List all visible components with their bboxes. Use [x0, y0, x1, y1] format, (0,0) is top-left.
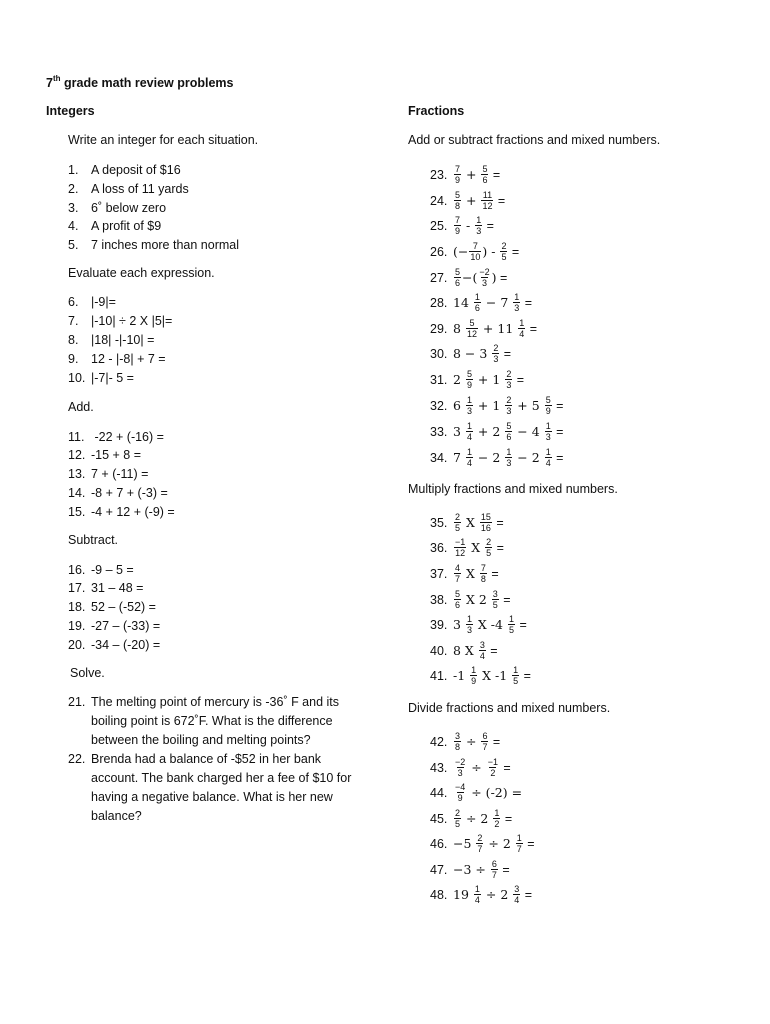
fraction [545, 447, 552, 468]
numerator: 2 [486, 537, 492, 548]
numerator: 1 [466, 447, 472, 458]
problem-number: 43. [430, 761, 448, 775]
denominator: 9 [457, 793, 463, 804]
numerator: 1 [474, 292, 480, 303]
list-item: 8. |18| -|-10| = [68, 333, 155, 347]
numerator: 5 [466, 369, 472, 380]
problem-number: 32. [430, 399, 448, 413]
denominator: 5 [501, 252, 507, 263]
fraction-problem: 43. $\frac{-2}{3}$ ÷ $\frac{-1}{2}$ = [430, 757, 511, 779]
denominator: 3 [493, 354, 499, 365]
numerator: 5 [506, 421, 512, 432]
numerator: 1 [466, 614, 472, 625]
denominator: 8 [455, 201, 461, 212]
numerator: 1 [519, 318, 525, 329]
numerator: 1 [513, 665, 519, 676]
fraction [469, 241, 481, 262]
denominator: 4 [479, 651, 485, 662]
numerator: −2 [479, 267, 490, 278]
numerator: 2 [455, 808, 461, 819]
denominator: 10 [470, 252, 481, 263]
list-item: 20. -34 – (-20) = [68, 638, 161, 652]
fraction [476, 833, 483, 854]
list-item: 14. -8 + 7 + (-3) = [68, 486, 168, 500]
numerator: 6 [491, 859, 497, 870]
numerator: 7 [472, 241, 478, 252]
fraction [500, 241, 507, 262]
list-item: 7. |-10| ÷ 2 X |5|= [68, 314, 173, 328]
denominator: 3 [545, 432, 551, 443]
fraction [466, 318, 478, 339]
problem-number: 42. [430, 735, 448, 749]
problem-number: 29. [430, 322, 448, 336]
list-item: 12. -15 + 8 = [68, 448, 142, 462]
denominator: 3 [506, 458, 512, 469]
denominator: 4 [466, 458, 472, 469]
list-item: 16. -9 – 5 = [68, 563, 134, 577]
numerator: 1 [508, 614, 514, 625]
fraction [518, 318, 525, 339]
numerator: 5 [455, 589, 461, 600]
numerator: 3 [492, 589, 498, 600]
fraction-problem: 26. (− $\frac{7}{10}$ ) - $\frac{2}{5}$ = [430, 241, 520, 263]
problem-number: 28. [430, 296, 448, 310]
numerator: 1 [545, 447, 551, 458]
fraction [487, 757, 499, 778]
fraction [454, 808, 461, 829]
problem-number: 23. [430, 168, 448, 182]
fraction-problem: 28. 14 $\frac{1}{6}$ − 7 $\frac{1}{3}$ = [430, 292, 533, 314]
fraction [466, 447, 473, 468]
fraction-problem: 39. 3 $\frac{1}{3}$ X -4 $\frac{1}{5}$ = [430, 614, 527, 636]
fraction [516, 833, 523, 854]
numerator: 3 [514, 884, 520, 895]
denominator: 6 [455, 278, 461, 289]
denominator: 3 [476, 226, 482, 237]
denominator: 8 [480, 574, 486, 585]
fraction-problem: 30. 8 − 3 $\frac{2}{3}$ = [430, 343, 512, 365]
fraction [512, 665, 519, 686]
fraction [505, 421, 512, 442]
denominator: 3 [506, 406, 512, 417]
fraction [493, 808, 500, 829]
denominator: 3 [482, 278, 488, 289]
numerator: −2 [455, 757, 466, 768]
fraction-problem: 42. $\frac{3}{8}$ ÷ $\frac{6}{7}$ = [430, 731, 501, 753]
denominator: 5 [455, 819, 461, 830]
list-item: 3. 6˚ below zero [68, 201, 167, 215]
fraction-problem: 23. $\frac{7}{9}$ + $\frac{5}{6}$ = [430, 164, 501, 186]
fraction [454, 731, 461, 752]
fraction [470, 665, 477, 686]
problem-number: 34. [430, 451, 448, 465]
denominator: 6 [506, 432, 512, 443]
page-title [46, 75, 234, 90]
denominator: 3 [514, 303, 520, 314]
problem-number: 26. [430, 245, 448, 259]
problem-number: 24. [430, 194, 448, 208]
problem-number: 47. [430, 863, 448, 877]
fraction [513, 292, 520, 313]
fraction [481, 190, 493, 211]
fraction-problem: 34. 7 $\frac{1}{4}$ − 2 $\frac{1}{3}$ − 2 $\frac{1}{4}$ = [430, 447, 564, 469]
denominator: 4 [519, 329, 525, 340]
problem-number: 31. [430, 373, 448, 387]
subtract-instruction: Subtract. [68, 533, 119, 547]
numerator: 3 [455, 731, 461, 742]
denominator: 3 [457, 768, 463, 779]
title-text: grade math review problems [60, 76, 234, 91]
fraction [505, 447, 512, 468]
fraction [513, 884, 520, 905]
numerator: −4 [455, 782, 466, 793]
fraction [485, 537, 492, 558]
denominator: 6 [455, 600, 461, 611]
numerator: 6 [482, 731, 488, 742]
numerator: 1 [471, 665, 477, 676]
fraction [480, 512, 492, 533]
numerator: 3 [479, 640, 485, 651]
numerator: 4 [455, 563, 461, 574]
integers-heading: Integers [46, 104, 95, 118]
denominator: 3 [466, 406, 472, 417]
problem-number: 41. [430, 669, 448, 683]
fraction-problem: 35. $\frac{2}{5}$ X $\frac{15}{16}$ = [430, 512, 504, 534]
denominator: 5 [492, 600, 498, 611]
fraction [492, 343, 499, 364]
fraction [454, 782, 466, 803]
multiply-fractions-instruction: Multiply fractions and mixed numbers. [408, 482, 618, 496]
list-item: 15. -4 + 12 + (-9) = [68, 505, 175, 519]
numerator: 2 [477, 833, 483, 844]
fraction [474, 884, 481, 905]
list-item: 9. 12 - |-8| + 7 = [68, 352, 166, 366]
denominator: 5 [486, 548, 492, 559]
denominator: 12 [482, 201, 493, 212]
fraction [545, 421, 552, 442]
list-item: 1. A deposit of $16 [68, 163, 181, 177]
fraction-problem: 31. 2 $\frac{5}{9}$ + 1 $\frac{2}{3}$ = [430, 369, 525, 391]
list-item: 19. -27 – (-33) = [68, 619, 161, 633]
numerator: 1 [506, 447, 512, 458]
fraction [508, 614, 515, 635]
list-item: 18. 52 – (-52) = [68, 600, 156, 614]
numerator: 2 [493, 343, 499, 354]
numerator: 5 [545, 395, 551, 406]
denominator: 8 [455, 742, 461, 753]
fraction-problem: 44. $\frac{-4}{9}$ ÷ (-2) = [430, 782, 523, 804]
numerator: 1 [476, 215, 482, 226]
fraction [466, 614, 473, 635]
numerator: 2 [455, 512, 461, 523]
fraction [466, 369, 473, 390]
fraction-problem: 38. $\frac{5}{6}$ X 2 $\frac{3}{5}$ = [430, 589, 511, 611]
fractions-heading: Fractions [408, 104, 465, 118]
fraction [481, 164, 488, 185]
fraction-problem: 46. −5 $\frac{2}{7}$ ÷ 2 $\frac{1}{7}$ = [430, 833, 535, 855]
fraction [454, 164, 461, 185]
problem-number: 48. [430, 888, 448, 902]
fraction [475, 215, 482, 236]
fraction [454, 757, 466, 778]
denominator: 9 [545, 406, 551, 417]
fraction [545, 395, 552, 416]
problem-number: 40. [430, 644, 448, 658]
fraction [454, 267, 461, 288]
fraction [454, 563, 461, 584]
list-item: 5. 7 inches more than normal [68, 238, 239, 252]
fraction [479, 640, 486, 661]
denominator: 3 [506, 380, 512, 391]
denominator: 4 [466, 432, 472, 443]
numerator: 5 [455, 190, 461, 201]
fraction-problem: 40. 8 X $\frac{3}{4}$ = [430, 640, 498, 662]
fraction [480, 563, 487, 584]
list-item: 2. A loss of 11 yards [68, 182, 189, 196]
denominator: 6 [482, 175, 488, 186]
numerator: 2 [501, 241, 507, 252]
fraction-problem: 29. 8 $\frac{5}{12}$ + 11 $\frac{1}{4}$ = [430, 318, 538, 340]
fraction-problem: 32. 6 $\frac{1}{3}$ + 1 $\frac{2}{3}$ + 5 $\frac{5}{9}$ = [430, 395, 564, 417]
denominator: 7 [477, 844, 483, 855]
numerator: 5 [469, 318, 475, 329]
numerator: 7 [480, 563, 486, 574]
evaluate-instruction: Evaluate each expression. [68, 266, 215, 280]
denominator: 12 [466, 329, 477, 340]
fraction-problem: 36. $\frac{-1}{12}$ X $\frac{2}{5}$ = [430, 537, 504, 559]
numerator: 7 [455, 164, 461, 175]
numerator: 2 [506, 369, 512, 380]
fraction-problem: 48. 19 $\frac{1}{4}$ ÷ 2 $\frac{3}{4}$ = [430, 884, 533, 906]
fraction-problem: 27. $\frac{5}{6}$ −( $\frac{-2}{3}$ ) = [430, 267, 508, 289]
numerator: 2 [506, 395, 512, 406]
denominator: 6 [474, 303, 480, 314]
problem-number: 46. [430, 837, 448, 851]
problem-number: 33. [430, 425, 448, 439]
list-item: 17. 31 – 48 = [68, 581, 144, 595]
denominator: 16 [480, 523, 491, 534]
denominator: 2 [490, 768, 496, 779]
denominator: 9 [455, 226, 461, 237]
solve-instruction: Solve. [70, 666, 105, 680]
list-item: 10. |-7|- 5 = [68, 371, 134, 385]
problem-number: 25. [430, 219, 448, 233]
write-instruction: Write an integer for each situation. [68, 133, 259, 147]
numerator: 1 [514, 292, 520, 303]
fraction [454, 215, 461, 236]
fraction [478, 267, 490, 288]
numerator: 7 [455, 215, 461, 226]
denominator: 5 [455, 523, 461, 534]
problem-number: 30. [430, 347, 448, 361]
denominator: 7 [482, 742, 488, 753]
problem-number: 45. [430, 812, 448, 826]
fraction [466, 421, 473, 442]
fraction-problem: 37. $\frac{4}{7}$ X $\frac{7}{8}$ = [430, 563, 499, 585]
worksheet-page: 7th grade math review problems Integers Write an integer for each situation. 1. A deposit of $16 2. A loss of 11 yards 3. 6˚ below zero 4. A profit of $9 5. 7 inches more than normal Evaluate each expression. 6. |-9|= 7. |-10| ÷ 2 X |5|= 8. |18| -|-10| = 9. 12 - |-8| + 7 = 10. |-7|- 5 = Add. 11. -22 + (-16) = 12. -15 + 8 = 13. 7 + (-11) = 14. -8 + 7 + (-3) = 15. -4 + 12 + (-9) = Subtract. 16. -9 – 5 = 17. 31 – 48 = 18. 52 – (-52) = 19. -27 – (-33) = 20. -34 – (-20) = Solve. 21. The melting point of mercury is -36˚ F and its boiling point is 672˚F. What is the difference between the boiling and melting points? 22. Brenda had a balance of -$52 in her bank account. The bank charged her a fee of $10 for having a negative balance. What is her new balance? Fractions Add or subtract fractions and mixed numbers. 23. $\frac{7}{9}$ + $\frac{5}{6}$ = 24. $\frac{5}{8}$ + $\frac{11}{12}$ = 25. $\frac{7}{9}$ - $\frac{1}{3}$ = 26. (− $\frac{7}{10}$ ) - $\frac{2}{5}$ = 27. $\frac{5}{6}$ −( $\frac{-2}{3}$ ) = 28. 14 $\frac{1}{6}$ − 7 $\frac{1}{3}$ = 29. 8 $\frac{5}{12}$ + 11 $\frac{1}{4}$ = 30. 8 − 3 $\frac{2}{3}$ = 31. 2 $\frac{5}{9}$ + 1 $\frac{2}{3}$ = 32. 6 $\frac{1}{3}$ + 1 $\frac{2}{3}$ + 5 $\frac{5}{9}$ = 33. 3 $\frac{1}{4}$ + 2 $\frac{5}{6}$ − 4 $\frac{1}{3}$ = 34. 7 $\frac{1}{4}$ − 2 $\frac{1}{3}$ − 2 $\frac{1}{4}$ = 35. $\frac{2}{5}$ X $\frac{15}{16}$ = 36. $\frac{-1}{12}$ X $\frac{2}{5}$ = 37. $\frac{4}{7}$ X $\frac{7}{8}$ = 38. $\frac{5}{6}$ X 2 $\frac{3}{5}$ = 39. 3 $\frac{1}{3}$ X -4 $\frac{1}{5}$ = 40. 8 X $\frac{3}{4}$ = 41. -1 $\frac{1}{9}$ X -1 $\frac{1}{5}$ = 42. $\frac{3}{8}$ ÷ $\frac{6}{7}$ = 43. $\frac{-2}{3}$ ÷ $\frac{-1}{2}$ = 44. $\frac{-4}{9}$ ÷ (-2) = 45. $\frac{2}{5}$ ÷ 2 $\frac{1}{2}$ = 46. −5 $\frac{2}{7}$ ÷ 2 $\frac{1}{7}$ = 47. −3 ÷ $\frac{6}{7}$ = 48. 19 $\frac{1}{4}$ ÷ 2 $\frac{3}{4}$ = Multiply fractions and mixed numbers. Divide fractions and mixed numbers. [46, 74, 661, 906]
numerator: 1 [494, 808, 500, 819]
denominator: 9 [471, 676, 477, 687]
list-item: 4. A profit of $9 [68, 219, 162, 233]
add-subtract-fractions-instruction: Add or subtract fractions and mixed numbers. [408, 133, 661, 147]
list-item: 11. -22 + (-16) = [68, 430, 164, 444]
title-grade: 7 [46, 76, 53, 91]
problem-number: 27. [430, 271, 448, 285]
denominator: 7 [516, 844, 522, 855]
problem-number: 39. [430, 618, 448, 632]
numerator: 1 [474, 884, 480, 895]
numerator: 1 [466, 395, 472, 406]
fraction [491, 859, 498, 880]
fraction-problem: 47. −3 ÷ $\frac{6}{7}$ = [430, 859, 510, 881]
fraction [454, 190, 461, 211]
add-instruction: Add. [68, 400, 94, 414]
fraction [481, 731, 488, 752]
title-superscript: th [52, 74, 61, 83]
fraction [454, 537, 466, 558]
fraction-problem: 24. $\frac{5}{8}$ + $\frac{11}{12}$ = [430, 190, 506, 212]
denominator: 5 [508, 625, 514, 636]
numerator: −1 [455, 537, 466, 548]
list-item: 6. |-9|= [68, 295, 116, 309]
numerator: 5 [455, 267, 461, 278]
fraction-problem: 33. 3 $\frac{1}{4}$ + 2 $\frac{5}{6}$ − 4 $\frac{1}{3}$ = [430, 421, 564, 443]
fraction-problem: 45. $\frac{2}{5}$ ÷ 2 $\frac{1}{2}$ = [430, 808, 513, 830]
fraction [505, 369, 512, 390]
denominator: 7 [455, 574, 461, 585]
fraction-problem: 25. $\frac{7}{9}$ - $\frac{1}{3}$ = [430, 215, 494, 237]
numerator: 11 [482, 190, 493, 201]
problem-number: 35. [430, 516, 448, 530]
numerator: −1 [487, 757, 498, 768]
numerator: 5 [482, 164, 488, 175]
numerator: 1 [516, 833, 522, 844]
numerator: 15 [480, 512, 491, 523]
denominator: 4 [474, 895, 480, 906]
problem-number: 37. [430, 567, 448, 581]
denominator: 7 [491, 870, 497, 881]
problem-number: 36. [430, 541, 448, 555]
denominator: 9 [466, 380, 472, 391]
numerator: 1 [466, 421, 472, 432]
denominator: 5 [513, 676, 519, 687]
divide-fractions-instruction: Divide fractions and mixed numbers. [408, 701, 611, 715]
list-item: 13. 7 + (-11) = [68, 467, 149, 481]
denominator: 4 [545, 458, 551, 469]
fraction [505, 395, 512, 416]
numerator: 1 [545, 421, 551, 432]
fraction [454, 512, 461, 533]
denominator: 12 [455, 548, 466, 559]
fraction [492, 589, 499, 610]
fraction [454, 589, 461, 610]
fraction [474, 292, 481, 313]
problem-number: 44. [430, 786, 448, 800]
problem-number: 38. [430, 593, 448, 607]
denominator: 4 [514, 895, 520, 906]
fraction [466, 395, 473, 416]
denominator: 2 [494, 819, 500, 830]
denominator: 3 [466, 625, 472, 636]
fraction-problem: 41. -1 $\frac{1}{9}$ X -1 $\frac{1}{5}$ = [430, 665, 531, 687]
denominator: 9 [455, 175, 461, 186]
